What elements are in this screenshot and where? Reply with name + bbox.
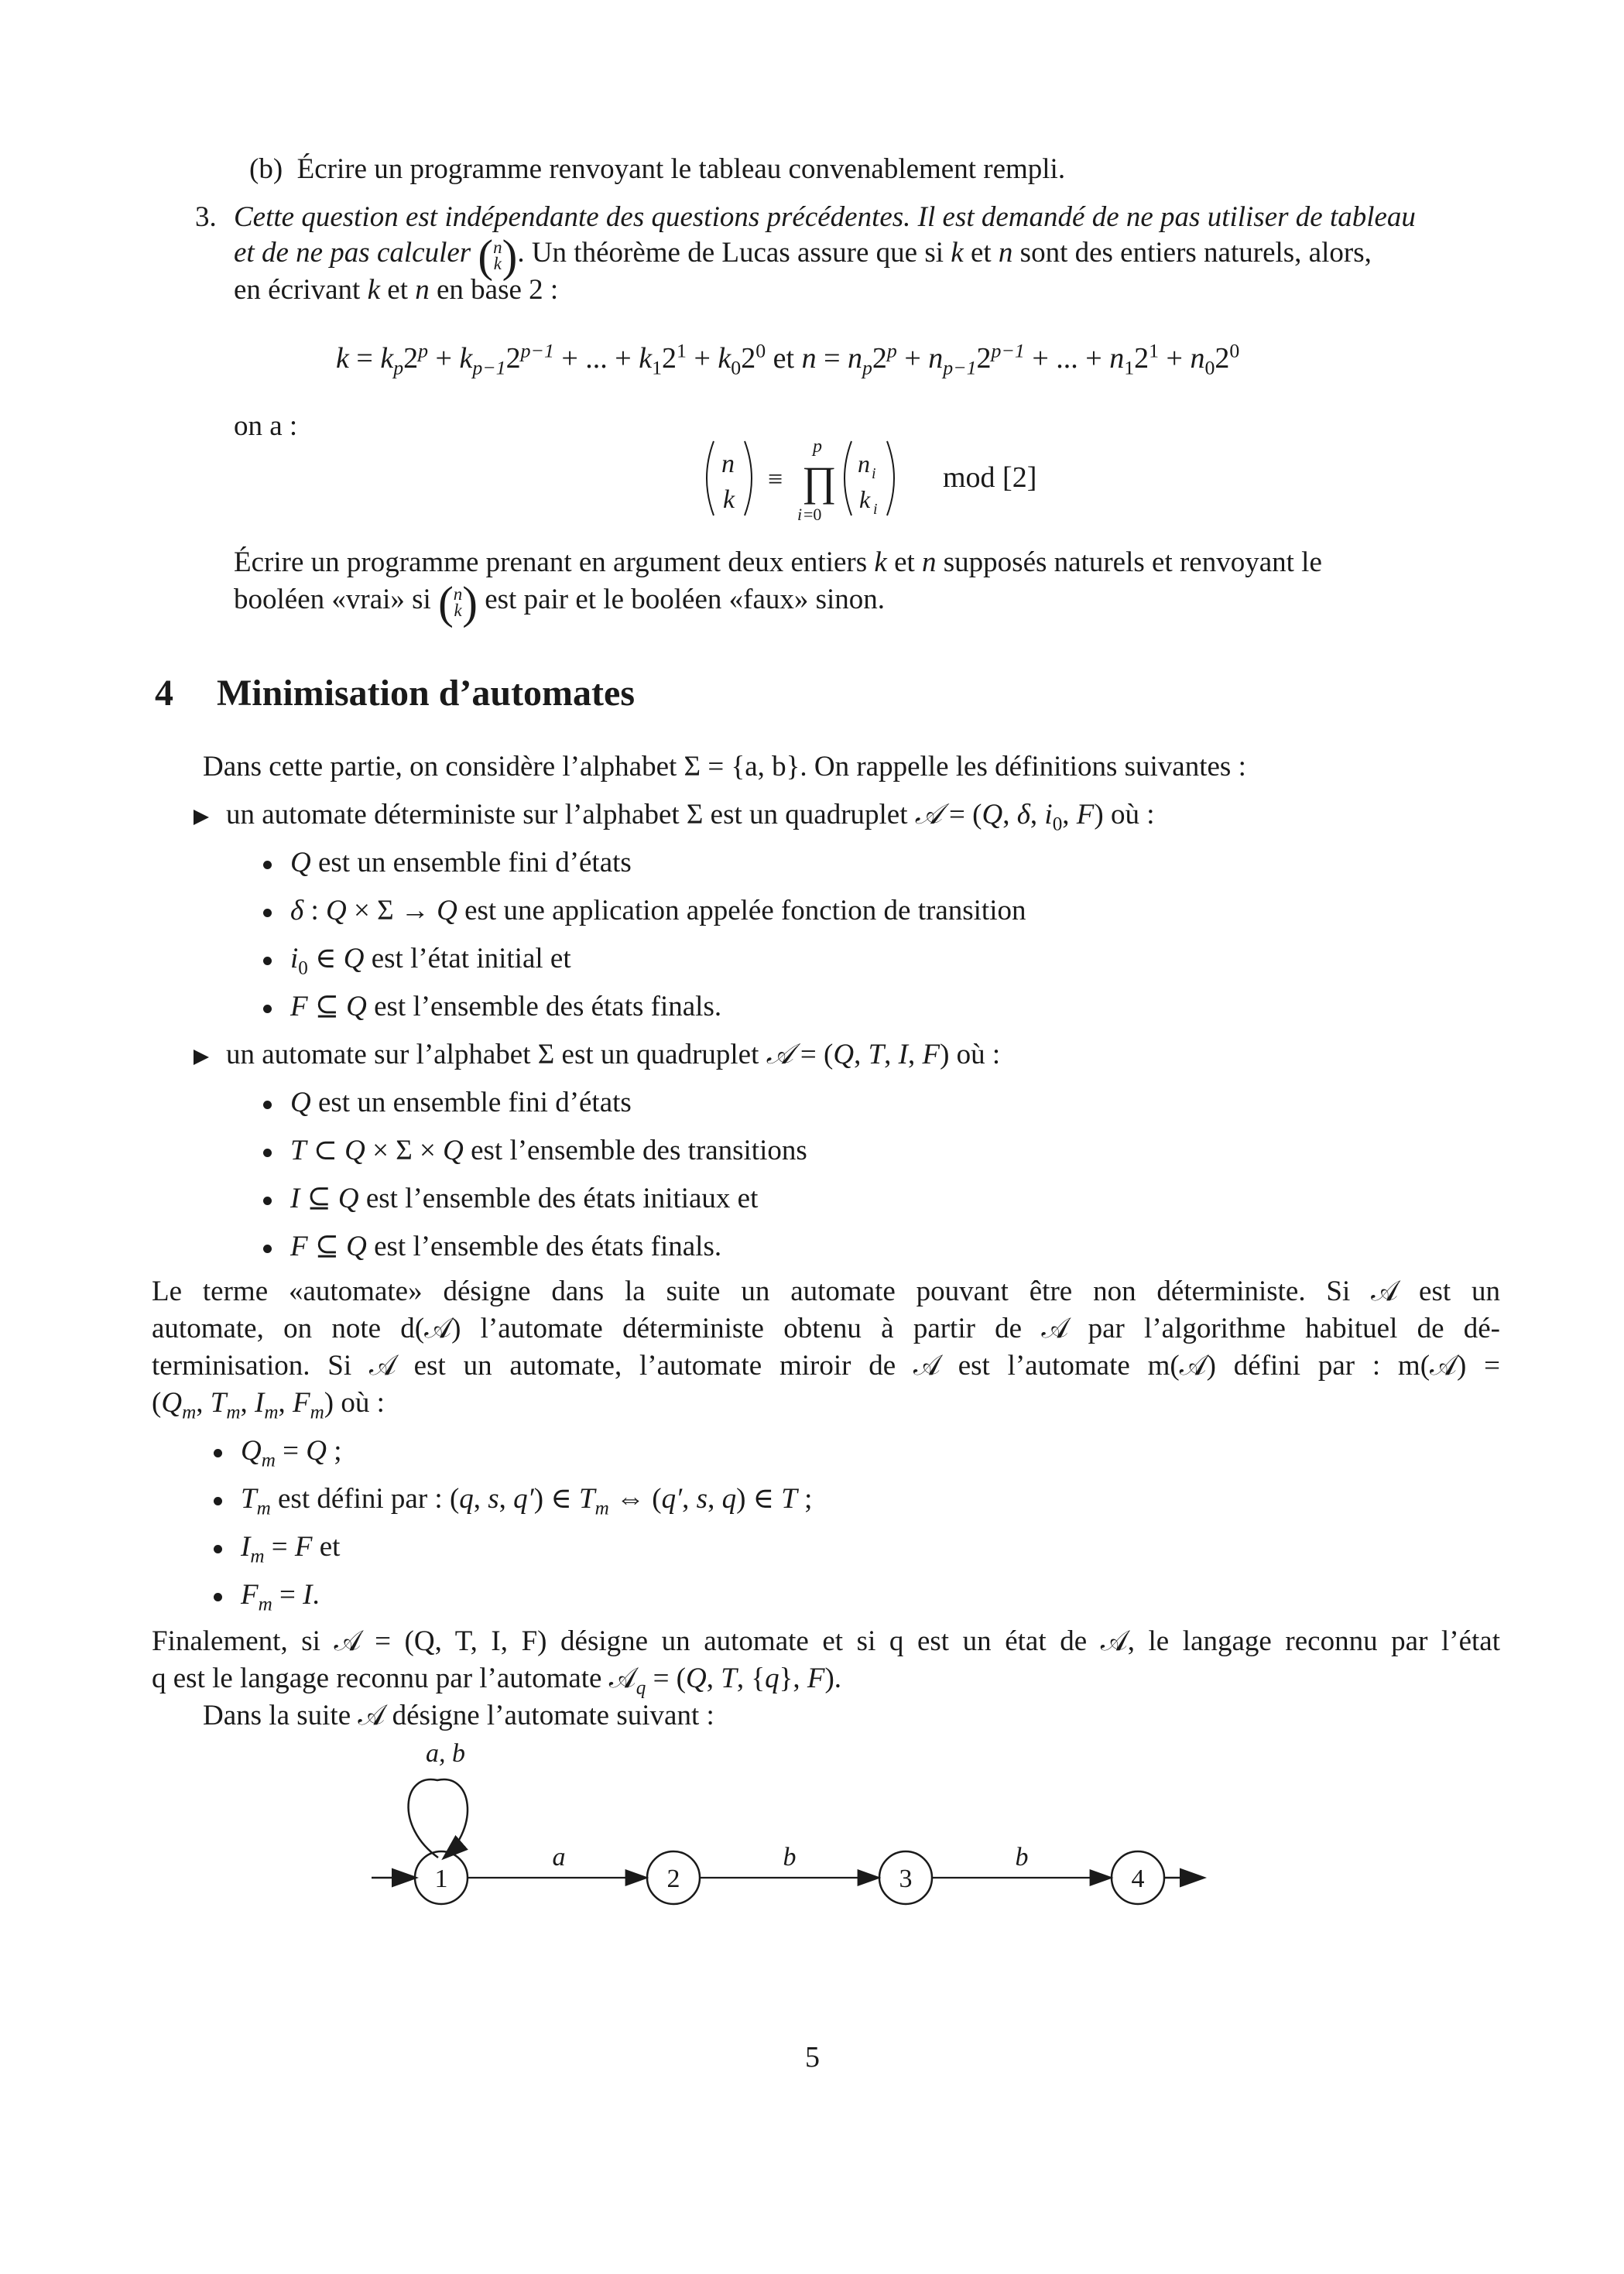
bullet-icon	[263, 909, 272, 917]
on-a: on a :	[234, 410, 298, 442]
svg-text:n: n	[721, 450, 735, 478]
intro-paragraph: Dans cette partie, on considère l’alphabet Σ = {a, b}. On rappelle les définitions suivantes :	[203, 751, 1246, 783]
svg-text:k: k	[859, 485, 871, 513]
mod-2: mod [2]	[943, 461, 1037, 494]
def1-item: F ⊆ Q est l’ensemble des états finals.	[263, 989, 721, 1025]
svg-text:i: i	[797, 505, 803, 524]
question-3-line1: Cette question est indépendante des questions précédentes. Il est demandé de ne pas utiliser de tableau	[234, 201, 1416, 233]
transition-label: b	[1015, 1843, 1029, 1872]
transition-label: b	[783, 1843, 797, 1872]
definition-deterministic: un automate déterministe sur l’alphabet Σ est un quadruplet 𝒜 = (Q, δ, $i_0$, F) où :	[194, 797, 1155, 833]
bullet-icon	[263, 957, 272, 965]
question-3-line3: en écrivant k et n en base 2 :	[234, 274, 559, 306]
def2-item: T ⊂ Q × Σ × Q est l’ensemble des transitions	[263, 1133, 807, 1169]
mirror-item-q: $Q_m = Q$ ;	[214, 1433, 342, 1469]
bullet-icon	[263, 1005, 272, 1013]
automaton-paragraph-l1: Le terme «automate» désigne dans la suite un automate pouvant être non déterministe. Si 𝒜 est un	[152, 1276, 1500, 1307]
triangle-bullet-icon	[194, 810, 209, 825]
final-paragraph-l1: Finalement, si 𝒜 = (Q, T, I, F) désigne un automate et si q est un état de 𝒜, le langage reconnu par l’état	[152, 1625, 1500, 1657]
bullet-icon	[263, 1149, 272, 1157]
svg-text:k: k	[723, 485, 735, 514]
mirror-item-i: $I_m = F$ et	[214, 1529, 340, 1565]
question-3-number: 3.	[195, 201, 217, 233]
bullet-icon	[214, 1593, 222, 1601]
page-number: 5	[805, 2041, 820, 2074]
svg-text:n: n	[858, 450, 870, 478]
section-title: Minimisation d’automates	[217, 673, 635, 714]
question-3-line2: et de ne pas calculer ( n k ). Un théorème de Lucas assure que si k et n sont des entiers naturels, alors,	[234, 230, 1372, 282]
bullet-icon	[263, 1245, 272, 1253]
bullet-icon	[263, 1197, 272, 1205]
def1-item: Q est un ensemble fini d’états	[263, 845, 632, 881]
automaton-paragraph-l2: automate, on note d(𝒜) l’automate déterministe obtenu à partir de 𝒜 par l’algorithme habituel de dé-	[152, 1313, 1500, 1344]
automaton-paragraph-l4: ($Q_m$, $T_m$, $I_m$, $F_m$) où :	[152, 1387, 385, 1423]
def1-item: δ : Q × Σ → Q est une application appelée fonction de transition	[263, 893, 1026, 929]
bullet-icon	[214, 1497, 222, 1505]
binom-n-k: ( n k )	[438, 577, 478, 628]
question-2b	[249, 152, 1065, 187]
svg-text:≡: ≡	[768, 465, 783, 494]
def2-item: Q est un ensemble fini d’états	[263, 1085, 632, 1121]
bullet-icon	[263, 1101, 272, 1109]
loop-label: a, b	[426, 1739, 465, 1768]
svg-text:∏: ∏	[802, 458, 837, 505]
svg-text:=0: =0	[803, 505, 822, 524]
state-label: 3	[899, 1865, 913, 1893]
question-text: Écrire un programme renvoyant le tableau convenablement rempli.	[296, 153, 1066, 185]
definition-automaton: un automate sur l’alphabet Σ est un quadruplet 𝒜 = (Q, T, I, F) où :	[194, 1037, 1000, 1073]
bullet-icon	[214, 1449, 222, 1457]
transition-label: a	[552, 1843, 566, 1872]
self-loop-arrow	[409, 1779, 468, 1858]
mirror-item-t: $T_m$ est défini par : (q, s, q′) ∈ $T_m$ ⇔ (q′, s, q) ∈ T ;	[214, 1481, 812, 1517]
svg-text:p: p	[813, 437, 822, 457]
automaton-diagram	[356, 1734, 1223, 1920]
mirror-item-f: $F_m = I$.	[214, 1577, 320, 1613]
state-label: 4	[1131, 1865, 1145, 1893]
state-label: 1	[434, 1865, 448, 1893]
bullet-icon	[214, 1545, 222, 1553]
svg-text:i: i	[873, 501, 878, 518]
question-label: (b)	[249, 153, 283, 185]
final-paragraph-l2: q est le langage reconnu par l’automate 𝒜$_q$ = (Q, T, {q}, F).	[152, 1663, 842, 1699]
final-paragraph-l3: Dans la suite 𝒜 désigne l’automate suivant :	[203, 1700, 714, 1731]
def1-item: $i_0$ ∈ Q est l’état initial et	[263, 941, 571, 977]
automaton-paragraph-l3: terminisation. Si 𝒜 est un automate, l’automate miroir de 𝒜 est l’automate m(𝒜) défini par : m(𝒜) =	[152, 1350, 1500, 1382]
state-label: 2	[666, 1865, 680, 1893]
def2-item: I ⊆ Q est l’ensemble des états initiaux et	[263, 1181, 758, 1217]
def2-item: F ⊆ Q est l’ensemble des états finals.	[263, 1229, 721, 1265]
binom-n-k: ( n k )	[478, 230, 518, 282]
svg-text:i: i	[872, 465, 876, 482]
binary-expansion: $k = k_p2^p + k_{p-1}2^{p-1}$ + ... + $k_12^1 + k_02^0$ et $n = n_p2^p + n_{p-1}2^{p-1}$ + ... + $n_12^1 + n_02^0$	[336, 339, 1240, 379]
question-3-task-line2: booléen «vrai» si ( n k ) est pair et le booléen «faux» sinon.	[234, 577, 886, 628]
triangle-bullet-icon	[194, 1050, 209, 1065]
section-number: 4	[155, 673, 173, 714]
bullet-icon	[263, 861, 272, 869]
question-3-task-line1: Écrire un programme prenant en argument deux entiers k et n supposés naturels et renvoyant le	[234, 546, 1322, 578]
